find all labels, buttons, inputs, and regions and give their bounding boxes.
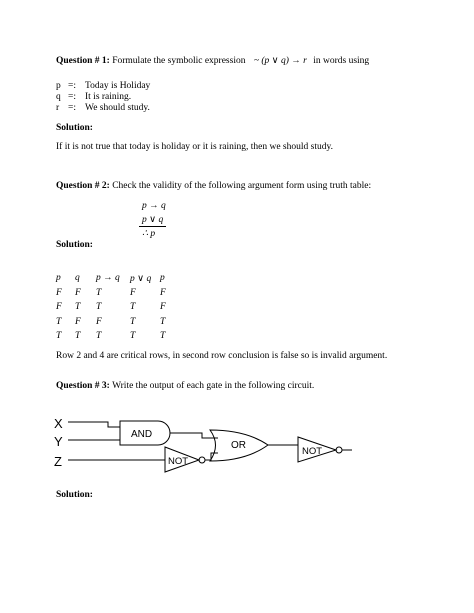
table-cell: F: [160, 287, 166, 298]
and-gate-label: AND: [131, 429, 153, 440]
table-cell: T: [160, 316, 166, 327]
q2-premise-2: p ∨ q: [142, 215, 164, 225]
table-cell: T: [56, 331, 62, 341]
q2-remark: Row 2 and 4 are critical rows, in second row conclusion is false so is invalid argument.: [56, 351, 388, 361]
q1-def-r-sym: r: [56, 103, 60, 113]
q1-def-p-op: =:: [68, 81, 76, 91]
q3-label: Question # 3:: [56, 381, 110, 391]
q2-solution-label: Solution:: [56, 240, 93, 250]
q1-def-r-meaning: We should study.: [85, 103, 150, 113]
not-gate-1-label: NOT: [168, 456, 189, 467]
input-z-label: Z: [54, 454, 62, 469]
table-cell: F: [75, 316, 81, 327]
table-cell: T: [96, 302, 102, 312]
table-cell: T: [130, 316, 136, 327]
or-gate-label: OR: [231, 440, 246, 451]
table-cell: F: [130, 287, 136, 298]
q1-def-q-sym: q: [56, 92, 61, 102]
header-cell: p: [56, 273, 61, 283]
header-cell: p: [160, 273, 165, 283]
q3-text: Write the output of each gate in the following circuit.: [112, 381, 315, 391]
table-cell: F: [56, 302, 62, 312]
q1-def-r-op: =:: [68, 103, 76, 113]
q1-def-q-op: =:: [68, 92, 76, 102]
wire-and-out: [170, 433, 218, 438]
q2-text: Check the validity of the following argument form using truth table:: [112, 181, 372, 191]
table-cell: T: [96, 331, 102, 341]
q1-text-before: Formulate the symbolic expression: [112, 56, 246, 66]
wire-x: [68, 422, 120, 427]
table-cell: T: [75, 331, 81, 341]
q1-solution-label: Solution:: [56, 123, 93, 133]
input-y-label: Y: [54, 434, 63, 449]
q1-expression: ~ (p ∨ q) → r: [253, 56, 307, 66]
input-x-label: X: [54, 416, 63, 431]
table-cell: T: [130, 302, 136, 312]
q2-premise-1: p → q: [142, 201, 166, 211]
table-cell: T: [56, 316, 62, 327]
table-cell: T: [96, 287, 102, 298]
table-cell: T: [160, 331, 166, 341]
table-cell: F: [75, 287, 81, 298]
q1-solution-text: If it is not true that today is holiday or it is raining, then we should study.: [56, 142, 333, 152]
header-cell: p ∨ q: [130, 274, 152, 284]
q2-label: Question # 2:: [56, 181, 110, 191]
table-cell: T: [130, 331, 136, 341]
header-cell: q: [75, 273, 80, 283]
header-cell: p → q: [96, 273, 120, 283]
q1-text-after: in words using: [313, 56, 370, 66]
q1-def-p-sym: p: [56, 81, 61, 91]
q2-conclusion: ∴ p: [142, 229, 156, 239]
q1-def-p-meaning: Today is Holiday: [85, 81, 151, 91]
table-cell: F: [56, 287, 62, 298]
table-cell: F: [96, 316, 102, 327]
table-cell: F: [160, 302, 166, 312]
q1-def-q-meaning: It is raining.: [85, 92, 132, 102]
q3-solution-label: Solution:: [56, 490, 93, 500]
q1-label: Question # 1:: [56, 56, 110, 66]
table-cell: T: [75, 302, 81, 312]
not-gate-2-label: NOT: [302, 446, 323, 457]
